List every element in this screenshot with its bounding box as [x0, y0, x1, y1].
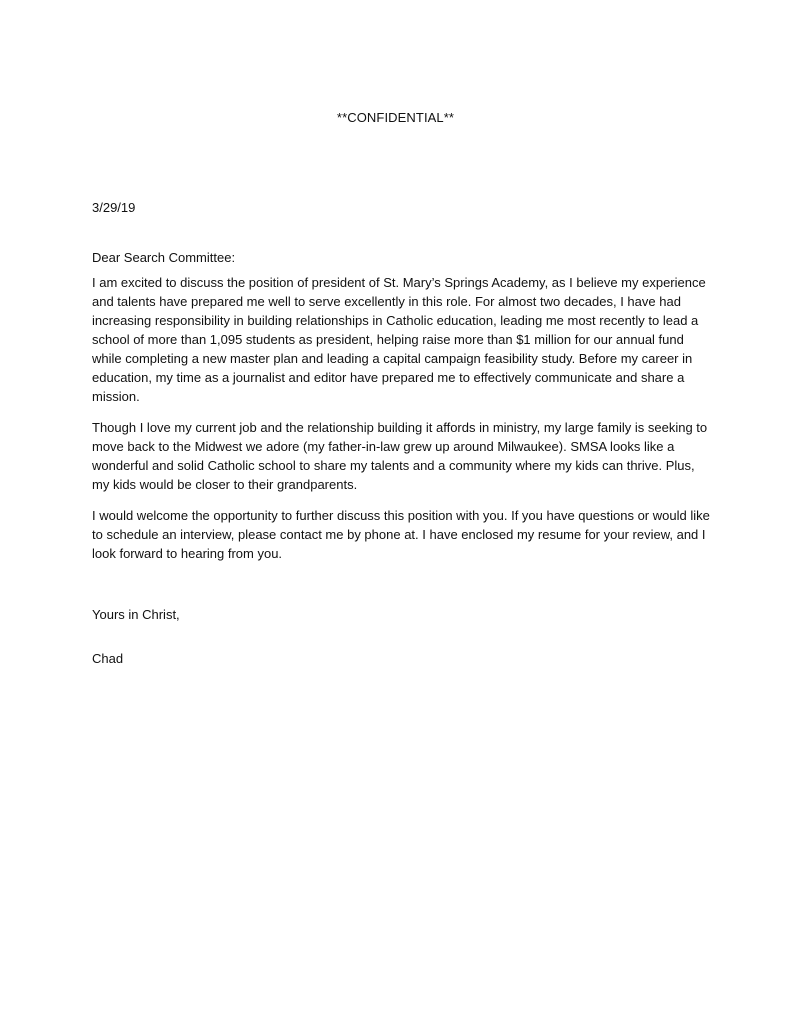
letter-body — [92, 248, 712, 575]
paragraph-3: I would welcome the opportunity to further discuss this position with you. If you have questions or would like to schedule an interview, please contact me by phone at. I have enclosed my resume for your review, and I look forward to hearing from you. — [92, 508, 710, 561]
closing: Yours in Christ, — [92, 607, 180, 622]
letter-date: 3/29/19 — [92, 200, 136, 215]
salutation: Dear Search Committee: — [92, 250, 236, 265]
confidential-heading: **CONFIDENTIAL** — [336, 110, 455, 125]
paragraph-2: Though I love my current job and the relationship building it affords in ministry, my large family is seeking to move back to the Midwest we adore (my father-in-law grew up around Milwaukee). SMSA looks like a wonderful and solid Catholic school to share my talents and a community where my kids can thrive. Plus, my kids would be closer to their grandparents. — [92, 420, 708, 492]
signature: Chad — [92, 651, 124, 666]
paragraph-1: I am excited to discuss the position of president of St. Mary’s Springs Academy, as I believe my experience and talents have prepared me well to serve excellently in this role. For almost two decades, I have had increasing responsibility in building relationships in Catholic education, leading me most recently to lead a school of more than 1,095 students as president, helping raise more than $1 million for our annual fund while completing a new master plan and leading a capital campaign feasibility study. Before my career in education, my time as a journalist and editor have prepared me to effectively communicate and share a mission. — [92, 275, 706, 404]
